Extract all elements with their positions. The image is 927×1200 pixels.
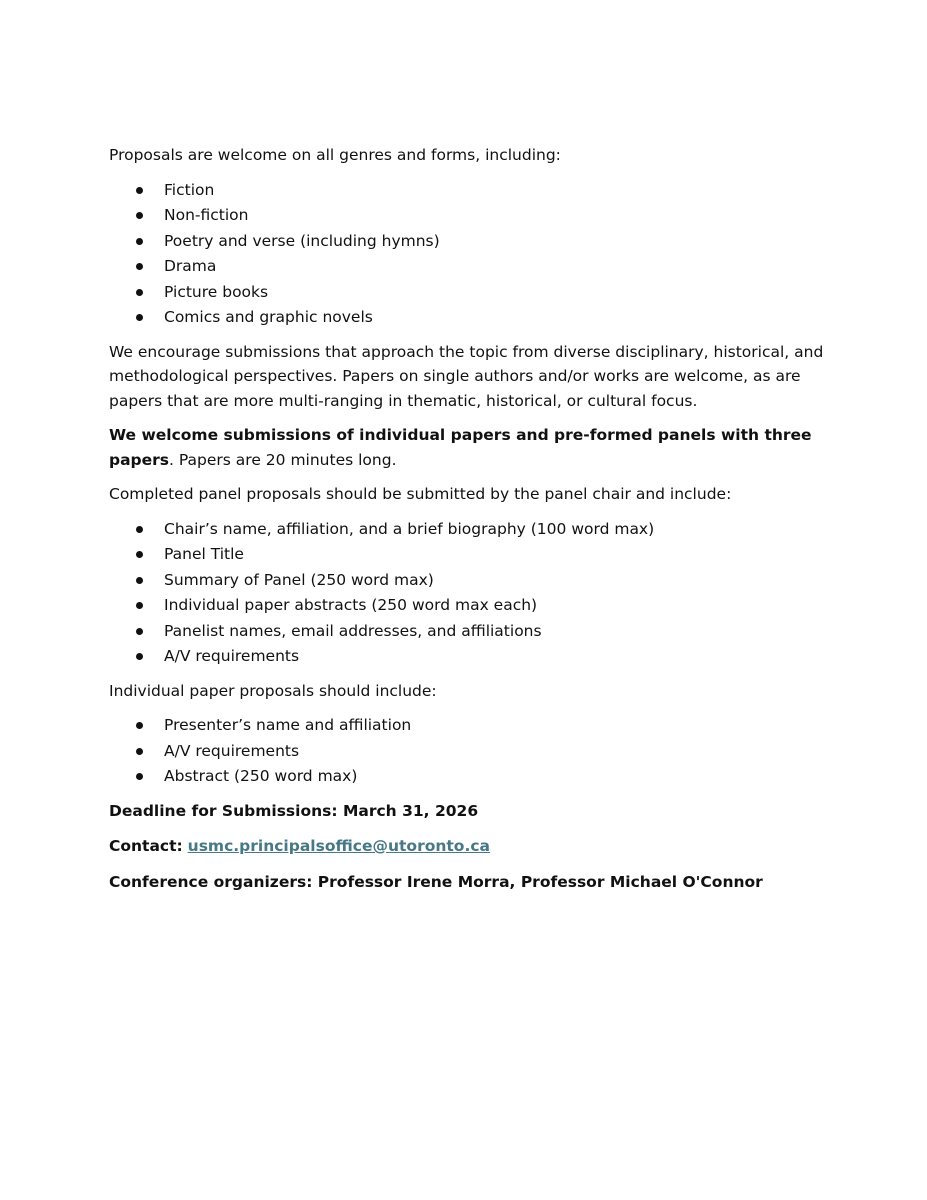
list-item: Non-fiction xyxy=(109,203,829,229)
deadline-text: Deadline for Submissions: March 31, 2026 xyxy=(109,801,479,820)
welcome-bold-text: We welcome submissions of individual papers and pre-formed panels with three papers xyxy=(109,426,812,469)
individual-intro-paragraph: Individual paper proposals should include: xyxy=(109,681,437,700)
list-item: Picture books xyxy=(109,280,829,306)
contact-label: Contact: xyxy=(109,837,183,855)
contact-email-link[interactable]: usmc.principalsoffice@utoronto.ca xyxy=(187,837,490,855)
panel-intro-paragraph: Completed panel proposals should be submitted by the panel chair and include: xyxy=(109,485,732,503)
list-item: Summary of Panel (250 word max) xyxy=(109,568,829,594)
list-item: Drama xyxy=(109,254,829,280)
document-page xyxy=(109,143,829,904)
list-item: A/V requirements xyxy=(109,739,829,765)
organizers-text: Conference organizers: Professor Irene Morra, Professor Michael O'Connor xyxy=(109,872,763,891)
list-item: Comics and graphic novels xyxy=(109,305,829,331)
welcome-paragraph xyxy=(109,423,829,472)
list-item: Poetry and verse (including hymns) xyxy=(109,229,829,255)
welcome-rest-text: . Papers are 20 minutes long. xyxy=(169,450,397,469)
list-item: Abstract (250 word max) xyxy=(109,764,829,790)
list-item: Individual paper abstracts (250 word max each) xyxy=(109,593,829,619)
individual-requirements-list xyxy=(109,713,829,790)
intro-paragraph: Proposals are welcome on all genres and forms, including: xyxy=(109,146,561,164)
list-item: Panelist names, email addresses, and affiliations xyxy=(109,619,829,645)
list-item: Fiction xyxy=(109,178,829,204)
list-item: Presenter’s name and affiliation xyxy=(109,713,829,739)
list-item: Chair’s name, affiliation, and a brief biography (100 word max) xyxy=(109,517,829,543)
panel-requirements-list xyxy=(109,517,829,670)
encourage-paragraph: We encourage submissions that approach the topic from diverse disciplinary, historical, and methodological perspectives. Papers on single authors and/or works are welcome, as are papers that are more multi-ranging in thematic, historical, or cultural focus. xyxy=(109,342,824,410)
genres-list xyxy=(109,178,829,331)
list-item: Panel Title xyxy=(109,542,829,568)
list-item: A/V requirements xyxy=(109,644,829,670)
contact-line xyxy=(109,834,829,859)
